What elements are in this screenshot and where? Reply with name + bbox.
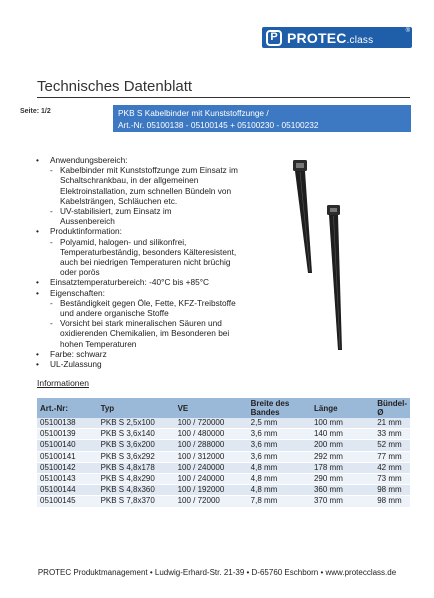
table-cell: 05100138: [37, 418, 98, 429]
table-row: [37, 485, 410, 496]
table-cell: PKB S 3,6x140: [98, 429, 175, 440]
list-subitem-cont: Aussenbereich: [60, 216, 115, 227]
table-cell: 200 mm: [311, 440, 374, 451]
table-cell: 33 mm: [374, 429, 410, 440]
table-cell: 100 / 312000: [175, 451, 248, 462]
table-cell: PKB S 2,5x100: [98, 418, 175, 429]
list-item: • Einsatztemperaturbereich: -40°C bis +85°C: [34, 277, 266, 287]
list-item: • Eigenschaften:: [34, 288, 266, 298]
list-item: • Anwendungsbereich:: [34, 155, 266, 165]
table-cell: PKB S 3,6x200: [98, 440, 175, 451]
cable-tie-long: [293, 160, 312, 273]
table-cell: 4,8 mm: [248, 462, 311, 473]
list-item: • UL-Zulassung: [34, 359, 266, 369]
table-cell: 100 / 288000: [175, 440, 248, 451]
list-subitem: - Beständigkeit gegen Öle, Fette, KFZ-Treibstoffe: [50, 297, 236, 308]
table-row: [37, 451, 410, 462]
table-cell: 77 mm: [374, 451, 410, 462]
section-heading-informationen: Informationen: [37, 378, 89, 388]
page-title: Technisches Datenblatt: [37, 78, 193, 95]
article-numbers: Art.-Nr. 05100138 - 05100145 + 05100230 - 05100232: [118, 120, 319, 130]
product-header-box: [113, 105, 411, 132]
cable-tie-image: [272, 158, 352, 358]
list-subitem-cont: Kabelsträngen, Schläuchen etc.: [60, 195, 178, 206]
table-cell: 100 / 72000: [175, 496, 248, 507]
list-subitem-cont: und andere organische Stoffe: [60, 308, 169, 319]
brand-logo: [262, 27, 412, 48]
table-cell: 100 / 240000: [175, 462, 248, 473]
table-row: [37, 496, 410, 507]
table-cell: 05100142: [37, 462, 98, 473]
table-cell: PKB S 4,8x178: [98, 462, 175, 473]
table-cell: 292 mm: [311, 451, 374, 462]
table-cell: 52 mm: [374, 440, 410, 451]
table-row: [37, 429, 410, 440]
list-subitem-cont: oder porös: [60, 267, 100, 278]
table-cell: 4,8 mm: [248, 474, 311, 485]
table-cell: 4,8 mm: [248, 485, 311, 496]
table-header-row: [37, 398, 410, 418]
page-number: Seite: 1/2: [20, 108, 51, 115]
table-cell: 05100145: [37, 496, 98, 507]
table-row: [37, 474, 410, 485]
table-cell: 2,5 mm: [248, 418, 311, 429]
list-subitem: - Vorsicht bei stark mineralischen Säuren und: [50, 318, 222, 329]
product-description: [34, 155, 266, 369]
table-cell: 05100143: [37, 474, 98, 485]
table-cell: 21 mm: [374, 418, 410, 429]
table-cell: 3,6 mm: [248, 451, 311, 462]
list-subitem: - UV-stabilisiert, zum Einsatz im: [50, 206, 172, 217]
table-row: [37, 440, 410, 451]
list-subitem-cont: hohen Temperaturen: [60, 338, 137, 349]
table-cell: 7,8 mm: [248, 496, 311, 507]
list-subitem-cont: oxidierenden Chemikalien, im Besonderen bei: [60, 328, 230, 339]
table-cell: 05100139: [37, 429, 98, 440]
footer: PROTEC Produktmanagement • Ludwig-Erhard-Str. 21-39 • D-65760 Eschborn • www.protecclass.de: [37, 568, 397, 577]
table-cell: PKB S 7,8x370: [98, 496, 175, 507]
list-item: • Farbe: schwarz: [34, 349, 266, 359]
table-cell: 370 mm: [311, 496, 374, 507]
table-cell: 42 mm: [374, 462, 410, 473]
table-row: [37, 462, 410, 473]
table-row: [37, 418, 410, 429]
table-cell: 98 mm: [374, 485, 410, 496]
table-cell: PKB S 4,8x360: [98, 485, 175, 496]
col-header: Bündel-Ø: [374, 398, 410, 418]
product-table: [37, 398, 410, 508]
logo-text: PROTEC.class: [287, 29, 374, 46]
table-cell: 98 mm: [374, 496, 410, 507]
col-header: Länge: [311, 398, 374, 418]
table-cell: 100 / 240000: [175, 474, 248, 485]
table-cell: 73 mm: [374, 474, 410, 485]
table-cell: 05100144: [37, 485, 98, 496]
table-cell: 100 mm: [311, 418, 374, 429]
table-cell: 290 mm: [311, 474, 374, 485]
col-header: VE: [175, 398, 248, 418]
table-cell: 100 / 720000: [175, 418, 248, 429]
registered-mark: ®: [405, 28, 410, 34]
table-cell: 360 mm: [311, 485, 374, 496]
table-cell: PKB S 4,8x290: [98, 474, 175, 485]
table-cell: 3,6 mm: [248, 429, 311, 440]
table-cell: 3,6 mm: [248, 440, 311, 451]
col-header: Typ: [98, 398, 175, 418]
list-subitem-cont: Schaltschrankbau, in der allgemeinen: [60, 175, 199, 186]
col-header: Breite des Bandes: [248, 398, 311, 418]
list-subitem: - Polyamid, halogen- und silikonfrei,: [50, 236, 187, 247]
table-cell: 140 mm: [311, 429, 374, 440]
table-cell: PKB S 3,6x292: [98, 451, 175, 462]
title-divider: [37, 97, 410, 98]
list-subitem-cont: Temperaturbeständig, besonders Kälteresistent,: [60, 246, 237, 257]
table-cell: 05100141: [37, 451, 98, 462]
list-item: • Produktinformation:: [34, 226, 266, 236]
logo-mark-icon: P: [266, 30, 282, 46]
list-subitem-cont: Elektroinstallation, zum schnellen Bündeln von: [60, 185, 232, 196]
list-subitem-cont: auch bei niedrigen Temperaturen nicht brüchig: [60, 257, 231, 268]
cable-tie-short: [327, 205, 342, 350]
list-subitem: - Kabelbinder mit Kunststoffzunge zum Einsatz im: [50, 165, 238, 176]
table-cell: 100 / 192000: [175, 485, 248, 496]
col-header: Art.-Nr:: [37, 398, 98, 418]
table-cell: 178 mm: [311, 462, 374, 473]
product-title: PKB S Kabelbinder mit Kunststoffzunge /: [118, 108, 269, 118]
table-cell: 05100140: [37, 440, 98, 451]
table-cell: 100 / 480000: [175, 429, 248, 440]
